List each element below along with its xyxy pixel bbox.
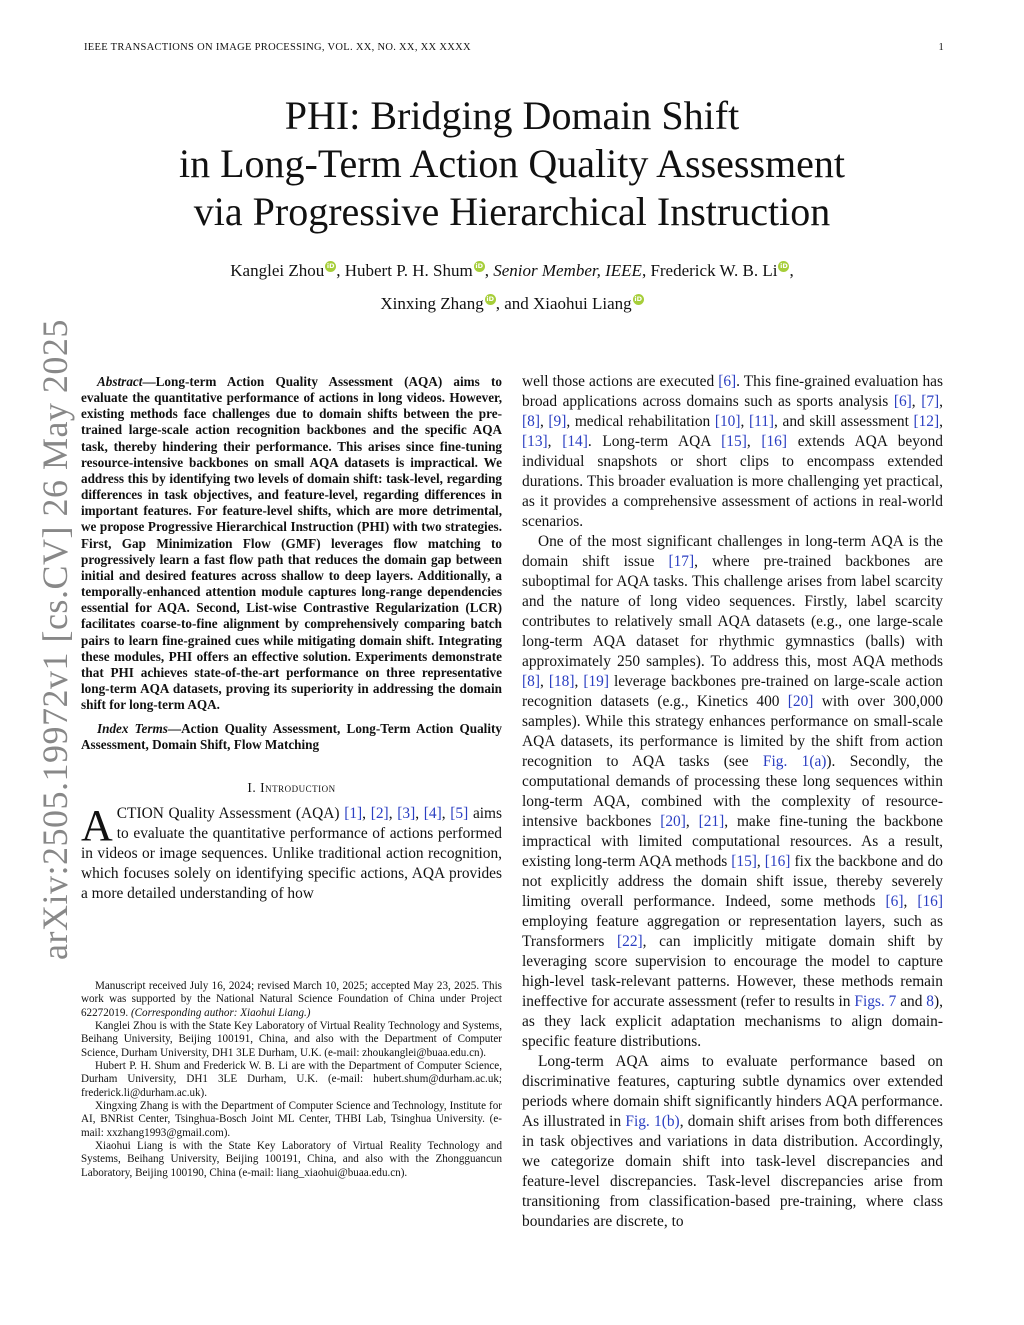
citation-link[interactable]: [19] bbox=[583, 673, 609, 690]
text-run: , bbox=[685, 813, 699, 830]
citation-link[interactable]: [16] bbox=[764, 853, 791, 870]
text-run: , bbox=[539, 673, 549, 690]
citation-link[interactable]: Fig. 1(a) bbox=[762, 753, 827, 770]
citation-link[interactable]: [8] bbox=[522, 413, 540, 430]
author-name: Frederick W. B. Li bbox=[650, 261, 778, 280]
text-run: One of the most significant challenges in long-term AQA is the domain shift issue bbox=[522, 533, 943, 570]
journal-header: IEEE TRANSACTIONS ON IMAGE PROCESSING, VOL. XX, NO. XX, XX XXXX bbox=[84, 42, 471, 53]
citation-link[interactable]: [7] bbox=[921, 393, 940, 410]
author-list bbox=[60, 254, 964, 320]
citation-link[interactable]: [2] bbox=[370, 804, 389, 822]
author-separator: , bbox=[484, 261, 494, 280]
title-line: PHI: Bridging Domain Shift bbox=[284, 93, 740, 138]
text-run: , bbox=[939, 393, 943, 410]
text-run: , bbox=[939, 413, 943, 430]
citation-link[interactable]: [20] bbox=[660, 813, 686, 830]
orcid-icon[interactable]: iD bbox=[475, 262, 484, 270]
author-name: Hubert P. H. Shum bbox=[344, 261, 473, 280]
text-run: with over 300,000 samples). While this strategy enhances performance on small-scale AQA datasets, its performance is limited by the shift from action recognition to AQA tasks (see bbox=[522, 693, 943, 770]
body-paragraph bbox=[522, 532, 943, 1052]
text-run: extends AQA beyond individual snapshots or short clips to encompass extended durations. This broader evaluation is more challenging yet practical, as it provides a comprehensive assessment of actions in real-world scenarios. bbox=[522, 433, 943, 530]
author-name: Kanglei Zhou bbox=[230, 261, 325, 280]
text-run: , medical rehabilitation bbox=[566, 413, 715, 430]
orcid-icon[interactable]: iD bbox=[634, 295, 642, 303]
citation-link[interactable]: [16] bbox=[761, 433, 788, 450]
text-run: ), as they lack explicit adaptation mechanisms to align domain-specific feature distributions. bbox=[522, 993, 943, 1050]
text-run: Long-term AQA aims to evaluate performance based on discriminative features, capturing subtle dynamics over extended periods where domain shift significantly hinders AQA performance. As illustrated in bbox=[522, 1053, 943, 1130]
text-run: fix the backbone and do not explicitly address the domain shift issue, thereby severely limiting overall performance. Indeed, some methods bbox=[522, 853, 943, 910]
text-run: CTION Quality Assessment (AQA) bbox=[116, 804, 345, 822]
abstract-label: Abstract bbox=[97, 374, 143, 389]
citation-link[interactable]: [20] bbox=[787, 693, 814, 710]
citation-link[interactable]: 8 bbox=[926, 993, 934, 1010]
citation-link[interactable]: [6] bbox=[718, 373, 737, 390]
right-column bbox=[522, 372, 943, 1232]
author-name: Xinxing Zhang bbox=[380, 294, 484, 313]
text-run: , bbox=[746, 433, 762, 450]
abstract bbox=[81, 374, 502, 713]
author-membership: Senior Member, IEEE bbox=[493, 261, 642, 280]
text-run: aims to evaluate the quantitative performance of actions performed in videos or image sequences. Unlike traditional action recognition, which focuses solely on identifying specific actions, AQA provides a more detailed understanding of how bbox=[81, 804, 503, 902]
corresponding-author-note: (Corresponding author: Xiaohui Liang.) bbox=[130, 1006, 311, 1019]
footnote: Kanglei Zhou is with the State Key Laboratory of Virtual Reality Technology and Systems, Beihang University, Beijing 100191, China, and also with the Department of Computer Science, Durham University, DH1 3LE Durham, U.K. (e-mail: zhoukanglei@buaa.edu.cn). bbox=[81, 1020, 502, 1059]
author-separator: , bbox=[336, 261, 345, 280]
intro-paragraph: ACTION Quality Assessment (AQA) [1], [2], [3], [4], [5] aims to evaluate the quantitative performance of actions performed in videos or image sequences. Unlike traditional action recognition, which focuses solely on identifying specific actions, AQA provides a more detailed understanding of how bbox=[81, 800, 503, 902]
body-paragraph bbox=[522, 372, 943, 532]
index-terms-text: —Action Quality Assessment, Long-Term Action Quality Assessment, Domain Shift, Flow Matching bbox=[81, 721, 502, 753]
footnote bbox=[81, 980, 502, 1020]
section-title: Introduction bbox=[260, 779, 336, 795]
arxiv-stamp: arXiv:2505.19972v1 [cs.CV] 26 May 2025 bbox=[35, 319, 75, 960]
citation-link[interactable]: [13] bbox=[522, 433, 548, 450]
citation-link[interactable]: [3] bbox=[397, 804, 416, 822]
text-run: employing feature aggregation or representation layers, such as Transformers bbox=[522, 913, 943, 950]
footnote: Hubert P. H. Shum and Frederick W. B. Li are with the Department of Computer Science, Durham University, DH1 3LE Durham, U.K. (e-mail: hubert.shum@durham.ac.uk; frederick.li@durham.ac.uk). bbox=[81, 1060, 502, 1099]
citation-link[interactable]: [15] bbox=[731, 853, 757, 870]
text-run: , can implicitly mitigate domain shift by leveraging score supervision to encourage the model to capture high-level task-relevant patterns. However, these methods remain ineffective for accurate assessment (refer to results in bbox=[522, 933, 943, 1010]
abstract-text: —Long-term Action Quality Assessment (AQA) aims to evaluate the quantitative performance of actions in long videos. However, existing methods face challenges due to domain shifts between the pre-trained large-scale action recognition backbones and the specific AQA task, thereby hindering their performance. This arises since fine-tuning resource-intensive backbones on small AQA datasets is impractical. We address this by identifying two levels of domain shift: task-level, regarding differences in task objectives, and feature-level, regarding differences in important features. For feature-level shifts, which are more detrimental, we propose Progressive Hierarchical Instruction (PHI) with two strategies. First, Gap Minimization Flow (GMF) leverages flow matching to progressively learn a fast flow path that reduces the domain gap between initial and desired features across shallow to deep layers. Additionally, a temporally-enhanced attention module captures long-range dependencies essential for AQA. Second, List-wise Contrastive Regularization (LCR) facilitates coarse-to-fine alignment by comprehensively comparing batch pairs to learn fine-grained cues while mitigating domain shift. Integrating these modules, PHI offers an effective solution. Experiments demonstrate that PHI achieves state-of-the-art performance on three representative long-term AQA datasets, proving its superiority in addressing the domain shift for long-term AQA. bbox=[81, 374, 502, 713]
footnote-text: Manuscript received July 16, 2024; revised March 10, 2025; accepted May 23, 2025. This work was supported by the National Natural Science Foundation of China under Project 62272019. bbox=[81, 980, 502, 1019]
text-run: , bbox=[574, 673, 584, 690]
text-run: , make fine-tuning the backbone impractical with limited computational resources. As a result, existing long-term AQA methods bbox=[522, 813, 943, 870]
title-line: in Long-Term Action Quality Assessment bbox=[178, 141, 845, 186]
text-run: , and skill assessment bbox=[774, 413, 914, 430]
text-run: , bbox=[903, 893, 918, 910]
citation-link[interactable]: [4] bbox=[423, 804, 442, 822]
text-run: , bbox=[756, 853, 765, 870]
orcid-icon[interactable]: iD bbox=[326, 262, 335, 270]
citation-link[interactable]: [16] bbox=[917, 893, 944, 910]
text-run: , bbox=[911, 393, 922, 410]
citation-link[interactable]: [12] bbox=[913, 413, 940, 430]
citation-link[interactable]: [17] bbox=[668, 553, 695, 570]
drop-cap: A bbox=[81, 800, 113, 850]
text-run: , bbox=[547, 433, 563, 450]
author-separator: , bbox=[789, 261, 794, 280]
text-run: , where pre-trained backbones are suboptimal for AQA tasks. This challenge arises from label scarcity and the nature of long video sequences. Firstly, label scarcity contributes to relatively small AQA datasets (e.g., one large-scale long-term AQA dataset for rhythmic gymnastics (balls) with approximately 250 samples). To address this, most AQA methods bbox=[522, 553, 943, 670]
footnote: Xiaohui Liang is with the State Key Laboratory of Virtual Reality Technology and Systems, Beihang University, Beijing 100191, China, and also with the Zhongguancun Laboratory, Beijing 100190, China (e-mail: liang_xiaohui@buaa.edu.cn). bbox=[81, 1140, 502, 1179]
citation-link[interactable]: [15] bbox=[721, 433, 747, 450]
text-run: well those actions are executed bbox=[522, 373, 719, 390]
page-number: 1 bbox=[938, 42, 944, 53]
paper-title bbox=[60, 92, 964, 236]
citation-link[interactable]: [21] bbox=[698, 813, 725, 830]
text-run: . This fine-grained evaluation has broad applications across domains such as sports analysis bbox=[522, 373, 943, 410]
citation-link[interactable]: [1] bbox=[344, 804, 363, 822]
citation-link[interactable]: [11] bbox=[748, 413, 775, 430]
author-separator: , and bbox=[495, 294, 534, 313]
citation-link[interactable]: [6] bbox=[893, 393, 912, 410]
text-run: , domain shift arises from both differences in task objectives and variations in data distribution. Accordingly, we categorize domain shift into task-level discrepancies and feature-level discrepancies. Task-level discrepancies arise from transitioning from classification-based pre-training, where class boundaries are discrete, to bbox=[522, 1113, 944, 1230]
text-run: leverage backbones pre-trained on large-scale action recognition datasets (e.g., Kinetics 400 bbox=[522, 673, 943, 710]
text-run: . Long-term AQA bbox=[587, 433, 722, 450]
author-name: Xiaohui Liang bbox=[533, 294, 632, 313]
text-run: , bbox=[740, 413, 749, 430]
citation-link[interactable]: Figs. 7 bbox=[854, 993, 897, 1010]
citation-link[interactable]: [10] bbox=[714, 413, 741, 430]
citation-link[interactable]: [18] bbox=[548, 673, 575, 690]
citation-link[interactable]: [9] bbox=[548, 413, 567, 430]
citation-link[interactable]: [22] bbox=[617, 933, 643, 950]
citation-link[interactable]: [6] bbox=[885, 893, 904, 910]
citation-link[interactable]: Fig. 1(b) bbox=[625, 1113, 680, 1130]
author-separator: , bbox=[641, 261, 651, 280]
footnote: Xingxing Zhang is with the Department of Computer Science and Technology, Institute for AI, BNRist Center, Tsinghua-Bosch Joint ML Center, THBI Lab, Tsinghua University. (e-mail: xxzhang1993@gmail.com). bbox=[81, 1100, 502, 1139]
title-line: via Progressive Hierarchical Instruction bbox=[193, 189, 831, 234]
index-terms-label: Index Terms bbox=[97, 721, 168, 737]
running-header bbox=[84, 42, 944, 56]
text-run: and bbox=[896, 993, 927, 1010]
citation-link[interactable]: [5] bbox=[450, 804, 469, 822]
footnotes bbox=[81, 980, 502, 1180]
left-column bbox=[81, 374, 502, 904]
text-run: , bbox=[539, 413, 549, 430]
citation-link[interactable]: [8] bbox=[522, 673, 540, 690]
section-number: I. bbox=[247, 779, 261, 795]
body-paragraph bbox=[522, 1052, 943, 1232]
section-heading bbox=[81, 780, 502, 796]
text-run: ). Secondly, the computational demands of processing these long sequences within long-term AQA, combined with the complexity of resource-intensive backbones bbox=[522, 753, 943, 830]
orcid-icon[interactable]: iD bbox=[780, 262, 788, 270]
index-terms bbox=[81, 721, 502, 753]
orcid-icon[interactable]: iD bbox=[486, 295, 495, 303]
citation-link[interactable]: [14] bbox=[562, 433, 588, 450]
